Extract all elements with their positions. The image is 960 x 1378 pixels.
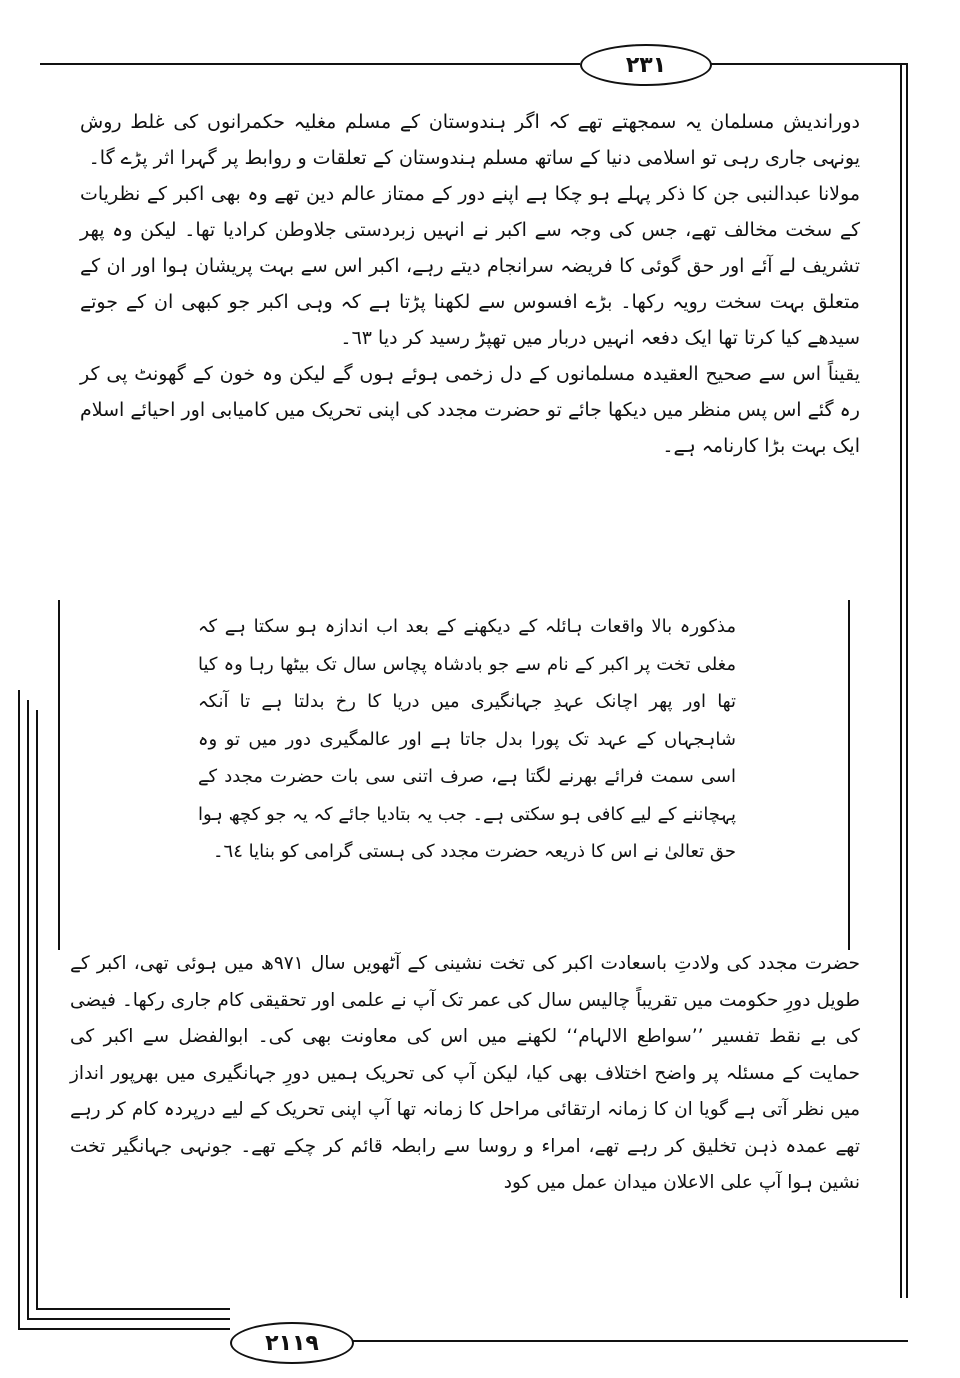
paragraph: دوراندیش مسلمان یہ سمجھتے تھے کہ اگر ہندوستان کے مسلم مغلیہ حکمرانوں کی غلط روش یونہی جاری رہی تو اسلامی دنیا کے ساتھ مسلم ہندوستان کے تعلقات و روابط پر گہرا اثر پڑے گا۔ <box>80 111 860 169</box>
quote-right-rule <box>848 600 850 950</box>
frame-top-rule-short <box>708 63 908 65</box>
frame-bottom-rule-mid <box>27 1318 230 1320</box>
bottom-page-number: ٢١١٩ <box>230 1322 354 1364</box>
top-page-number: ٢٣١ <box>580 44 712 86</box>
quote-text: مذکورہ بالا واقعات ہائلہ کے دیکھنے کے بعد اب اندازہ ہو سکتا ہے کہ مغلی تخت پر اکبر کے نام سے جو بادشاہ پچاس سال تک بیٹھا رہا وہ کیا تھا اور پھر اچانک عہدِ جہانگیری میں دریا کا رخ بدلتا ہے تا آنکہ شاہجہاں کے عہد تک پورا بدل جاتا ہے اور عالمگیری دور میں تو وہ اسی سمت فرائے بھرنے لگتا ہے، صرف اتنی سی بات حضرت مجدد کے پہچاننے کے لیے کافی ہو سکتی ہے۔ جب یہ بتادیا جائے کہ یہ جو کچھ ہوا حق تعالیٰ نے اس کا ذریعہ حضرت مجدد کی ہستی گرامی کو بنایا ٦٤۔ <box>198 616 736 862</box>
frame-bottom-rule-inner <box>36 1308 230 1310</box>
frame-right-rule-inner <box>900 63 902 1298</box>
frame-bottom-rule-right <box>350 1340 908 1342</box>
block-quote <box>198 608 736 871</box>
frame-top-rule <box>40 63 580 65</box>
frame-bottom-rule-outer <box>18 1328 230 1330</box>
frame-right-rule-outer <box>906 63 908 1298</box>
paragraph: مولانا عبدالنبی جن کا ذکر پہلے ہو چکا ہے اپنے دور کے ممتاز عالم دین تھے وہ بھی اکبر کے نظریات کے سخت مخالف تھے، جس کی وجہ سے اکبر نے انہیں زبردستی جلاوطن کرادیا تھا۔ لیکن وہ پھر تشریف لے آئے اور حق گوئی کا فریضہ سرانجام دیتے رہے، اکبر اس سے بہت پریشان ہوا اور ان کے متعلق بہت سخت رویہ رکھا۔ بڑے افسوس سے لکھنا پڑتا ہے کہ وہی اکبر جو کبھی ان کے جوتے سیدھے کیا کرتا تھا ایک دفعہ انہیں دربار میں تھپڑ رسید کر دیا ٦٣۔ <box>80 183 860 349</box>
body-text-top <box>80 104 860 464</box>
body-text-bottom <box>70 946 860 1202</box>
quote-left-rule <box>58 600 60 950</box>
frame-left-rule-outer <box>18 690 20 1328</box>
paragraph: یقیناً اس سے صحیح العقیدہ مسلمانوں کے دل زخمی ہوئے ہوں گے لیکن وہ خون کے گھونٹ پی کر رہ گئے اس پس منظر میں دیکھا جائے تو حضرت مجدد کی اپنی تحریک میں کامیابی اور احیائے اسلام ایک بہت بڑا کارنامہ ہے۔ <box>80 363 860 457</box>
paragraph: حضرت مجدد کی ولادتِ باسعادت اکبر کی تخت نشینی کے آٹھویں سال ۹۷۱ھ میں ہوئی تھی، اکبر کے طویل دورِ حکومت میں تقریباً چالیس سال کی عمر تک آپ نے علمی اور تحقیقی کام جاری رکھا۔ فیضی کی بے نقط تفسیر ’’سواطع الالہام‘‘ لکھنے میں اس کی معاونت بھی کی۔ ابوالفضل سے اکبر کی حمایت کے مسئلہ پر واضح اختلاف بھی کیا، لیکن آپ کی تحریک ہمیں دورِ جہانگیری میں بھرپور انداز میں نظر آتی ہے گویا ان کا زمانہ ارتقائی مراحل کا زمانہ تھا آپ اپنی تحریک کے لیے درپردہ کام کر رہے تھے عمدہ ذہن تخلیق کر رہے تھے، امراء و روسا سے رابطہ قائم کر چکے تھے۔ جونہی جہانگیر تخت نشین ہوا آپ علی الاعلان میدان عمل میں کود <box>70 953 860 1193</box>
frame-left-rule-mid <box>27 700 29 1318</box>
frame-left-rule-inner <box>36 710 38 1308</box>
